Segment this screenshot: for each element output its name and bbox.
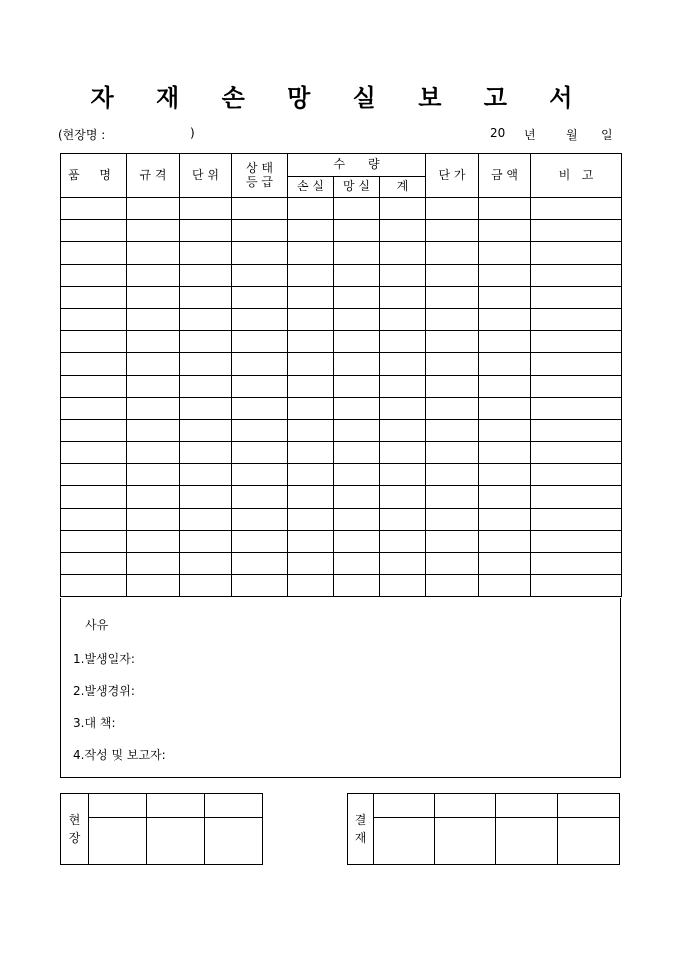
table-cell[interactable] [61, 397, 127, 419]
table-cell[interactable] [288, 464, 334, 486]
table-cell[interactable] [288, 220, 334, 242]
table-row [61, 220, 622, 242]
table-cell[interactable] [288, 286, 334, 308]
header-amount: 금 액 [479, 154, 531, 198]
table-cell[interactable] [479, 198, 531, 220]
table-cell[interactable] [334, 464, 380, 486]
table-cell[interactable] [180, 375, 232, 397]
header-quantity: 수 량 [288, 154, 426, 177]
table-cell[interactable] [180, 286, 232, 308]
site-label: 현 장 [61, 794, 89, 865]
header-damage: 손 실 [288, 177, 334, 198]
table-cell[interactable] [61, 353, 127, 375]
date-day-label: 일 [601, 128, 613, 142]
site-title-cell[interactable] [89, 794, 147, 818]
table-cell[interactable] [288, 553, 334, 575]
table-cell[interactable] [232, 264, 288, 286]
table-cell[interactable] [380, 575, 426, 597]
table-cell[interactable] [334, 264, 380, 286]
table-cell[interactable] [127, 397, 180, 419]
table-cell[interactable] [380, 286, 426, 308]
table-cell[interactable] [232, 220, 288, 242]
table-cell[interactable] [531, 442, 622, 464]
table-cell[interactable] [232, 286, 288, 308]
table-cell[interactable] [426, 286, 479, 308]
table-cell[interactable] [232, 242, 288, 264]
table-cell[interactable] [531, 286, 622, 308]
table-cell[interactable] [232, 198, 288, 220]
table-cell[interactable] [127, 464, 180, 486]
table-cell[interactable] [127, 442, 180, 464]
table-cell[interactable] [127, 264, 180, 286]
table-cell[interactable] [380, 198, 426, 220]
table-cell[interactable] [232, 508, 288, 530]
table-cell[interactable] [426, 397, 479, 419]
site-name-field[interactable] [58, 126, 195, 143]
table-cell[interactable] [426, 530, 479, 552]
header-unit-price: 단 가 [426, 154, 479, 198]
table-cell[interactable] [232, 553, 288, 575]
table-cell[interactable] [334, 419, 380, 441]
table-cell[interactable] [479, 220, 531, 242]
table-cell[interactable] [288, 198, 334, 220]
table-cell[interactable] [380, 530, 426, 552]
table-cell[interactable] [334, 242, 380, 264]
table-cell[interactable] [426, 242, 479, 264]
approval-title-cell[interactable] [496, 794, 558, 818]
site-sign-cell[interactable] [205, 818, 263, 865]
table-cell[interactable] [232, 530, 288, 552]
table-cell[interactable] [479, 419, 531, 441]
table-cell[interactable] [288, 442, 334, 464]
table-cell[interactable] [180, 419, 232, 441]
table-cell[interactable] [531, 242, 622, 264]
table-cell[interactable] [61, 553, 127, 575]
table-cell[interactable] [380, 308, 426, 330]
table-row [61, 286, 622, 308]
table-cell[interactable] [180, 198, 232, 220]
table-cell[interactable] [334, 442, 380, 464]
table-cell[interactable] [180, 575, 232, 597]
date-year-label: 년 [524, 128, 536, 142]
table-cell[interactable] [426, 508, 479, 530]
site-name-label: (현장명 : [58, 128, 106, 142]
table-cell[interactable] [180, 553, 232, 575]
table-cell[interactable] [127, 220, 180, 242]
table-cell[interactable] [380, 331, 426, 353]
table-cell[interactable] [531, 508, 622, 530]
table-cell[interactable] [426, 220, 479, 242]
approval-label: 결 재 [348, 794, 374, 865]
table-cell[interactable] [232, 575, 288, 597]
table-cell[interactable] [334, 530, 380, 552]
table-cell[interactable] [61, 264, 127, 286]
table-row [61, 331, 622, 353]
table-cell[interactable] [127, 331, 180, 353]
table-row [61, 442, 622, 464]
table-cell[interactable] [61, 220, 127, 242]
table-cell[interactable] [127, 486, 180, 508]
table-cell[interactable] [61, 308, 127, 330]
reason-title: 사유 [85, 618, 109, 632]
date-month-label: 월 [566, 128, 578, 142]
table-cell[interactable] [426, 353, 479, 375]
table-cell[interactable] [127, 242, 180, 264]
table-cell[interactable] [288, 242, 334, 264]
table-cell[interactable] [288, 575, 334, 597]
table-cell[interactable] [531, 419, 622, 441]
table-cell[interactable] [180, 464, 232, 486]
table-cell[interactable] [380, 553, 426, 575]
approval-title-cell[interactable] [435, 794, 496, 818]
site-sign-cell[interactable] [89, 818, 147, 865]
table-cell[interactable] [334, 486, 380, 508]
table-row [61, 486, 622, 508]
table-cell[interactable] [61, 242, 127, 264]
table-cell[interactable] [479, 308, 531, 330]
reason-occurrence-details[interactable]: 2.발생경위: [73, 684, 135, 698]
table-cell[interactable] [61, 486, 127, 508]
header-condition-grade: 상 태 등 급 [232, 154, 288, 198]
table-cell[interactable] [288, 508, 334, 530]
table-cell[interactable] [334, 286, 380, 308]
table-cell[interactable] [426, 375, 479, 397]
page-title: 자 재 손 망 실 보 고 서 [90, 83, 590, 112]
table-cell[interactable] [479, 486, 531, 508]
header-item-name: 품 명 [61, 154, 127, 198]
table-cell[interactable] [334, 220, 380, 242]
table-cell[interactable] [232, 331, 288, 353]
table-cell[interactable] [288, 397, 334, 419]
table-cell[interactable] [61, 331, 127, 353]
table-cell[interactable] [531, 308, 622, 330]
table-cell[interactable] [380, 486, 426, 508]
table-cell[interactable] [334, 353, 380, 375]
table-cell[interactable] [288, 530, 334, 552]
table-row [61, 464, 622, 486]
table-cell[interactable] [180, 264, 232, 286]
table-cell[interactable] [426, 442, 479, 464]
table-cell[interactable] [426, 553, 479, 575]
table-row [61, 530, 622, 552]
table-cell[interactable] [426, 464, 479, 486]
table-cell[interactable] [180, 308, 232, 330]
table-row [61, 264, 622, 286]
approval-sign-cell[interactable] [496, 818, 558, 865]
loss-report-table [60, 153, 622, 597]
table-row [61, 242, 622, 264]
table-cell[interactable] [531, 198, 622, 220]
table-row [61, 419, 622, 441]
table-cell[interactable] [180, 242, 232, 264]
table-cell[interactable] [479, 397, 531, 419]
table-cell[interactable] [61, 198, 127, 220]
table-cell[interactable] [479, 264, 531, 286]
table-cell[interactable] [334, 308, 380, 330]
reason-countermeasure[interactable]: 3.대 책: [73, 716, 116, 730]
table-row [61, 375, 622, 397]
table-cell[interactable] [61, 442, 127, 464]
approval-sign-cell[interactable] [435, 818, 496, 865]
table-cell[interactable] [380, 353, 426, 375]
table-cell[interactable] [180, 331, 232, 353]
table-cell[interactable] [180, 220, 232, 242]
table-cell[interactable] [426, 308, 479, 330]
table-cell[interactable] [426, 331, 479, 353]
table-cell[interactable] [127, 286, 180, 308]
table-cell[interactable] [531, 353, 622, 375]
approval-title-cell[interactable] [374, 794, 435, 818]
table-cell[interactable] [479, 331, 531, 353]
table-cell[interactable] [232, 442, 288, 464]
table-cell[interactable] [531, 553, 622, 575]
approval-title-cell[interactable] [558, 794, 620, 818]
table-cell[interactable] [288, 264, 334, 286]
table-cell[interactable] [380, 397, 426, 419]
table-cell[interactable] [531, 575, 622, 597]
table-cell[interactable] [479, 553, 531, 575]
table-cell[interactable] [232, 308, 288, 330]
table-cell[interactable] [127, 375, 180, 397]
table-cell[interactable] [127, 198, 180, 220]
table-row [61, 575, 622, 597]
table-cell[interactable] [426, 419, 479, 441]
table-cell[interactable] [232, 375, 288, 397]
table-cell[interactable] [127, 419, 180, 441]
table-cell[interactable] [127, 553, 180, 575]
table-cell[interactable] [380, 375, 426, 397]
table-cell[interactable] [479, 530, 531, 552]
table-cell[interactable] [61, 464, 127, 486]
table-cell[interactable] [479, 353, 531, 375]
table-cell[interactable] [426, 486, 479, 508]
table-cell[interactable] [426, 264, 479, 286]
date-year-prefix: 20 [490, 126, 506, 140]
approval-sign-cell[interactable] [558, 818, 620, 865]
table-cell[interactable] [61, 419, 127, 441]
table-cell[interactable] [479, 242, 531, 264]
table-cell[interactable] [232, 486, 288, 508]
table-cell[interactable] [127, 353, 180, 375]
table-cell[interactable] [334, 375, 380, 397]
reason-reporter[interactable]: 4.작성 및 보고자: [73, 748, 166, 762]
table-cell[interactable] [61, 575, 127, 597]
table-cell[interactable] [426, 575, 479, 597]
table-cell[interactable] [479, 508, 531, 530]
table-body [61, 198, 622, 597]
header-unit: 단 위 [180, 154, 232, 198]
site-sign-cell[interactable] [147, 818, 205, 865]
table-cell[interactable] [61, 530, 127, 552]
site-name-close-paren: ) [190, 126, 195, 140]
table-cell[interactable] [288, 308, 334, 330]
table-cell[interactable] [380, 419, 426, 441]
table-cell[interactable] [288, 353, 334, 375]
table-row [61, 198, 622, 220]
table-cell[interactable] [127, 575, 180, 597]
table-cell[interactable] [531, 331, 622, 353]
table-cell[interactable] [180, 486, 232, 508]
header-spec: 규 격 [127, 154, 180, 198]
table-cell[interactable] [61, 286, 127, 308]
table-cell[interactable] [334, 508, 380, 530]
table-cell[interactable] [232, 397, 288, 419]
table-cell[interactable] [380, 508, 426, 530]
table-cell[interactable] [288, 419, 334, 441]
table-row [61, 553, 622, 575]
table-cell[interactable] [531, 264, 622, 286]
table-cell[interactable] [61, 375, 127, 397]
table-cell[interactable] [531, 397, 622, 419]
table-cell[interactable] [380, 220, 426, 242]
table-cell[interactable] [127, 530, 180, 552]
site-title-cell[interactable] [205, 794, 263, 818]
table-cell[interactable] [531, 375, 622, 397]
table-row [61, 508, 622, 530]
table-cell[interactable] [232, 464, 288, 486]
table-cell[interactable] [479, 375, 531, 397]
table-cell[interactable] [288, 486, 334, 508]
table-cell[interactable] [180, 353, 232, 375]
table-cell[interactable] [127, 508, 180, 530]
table-cell[interactable] [380, 442, 426, 464]
table-cell[interactable] [180, 530, 232, 552]
reason-section [60, 598, 621, 778]
table-row [61, 397, 622, 419]
table-cell[interactable] [334, 397, 380, 419]
table-cell[interactable] [180, 442, 232, 464]
table-cell[interactable] [288, 375, 334, 397]
table-cell[interactable] [127, 308, 180, 330]
site-title-cell[interactable] [147, 794, 205, 818]
site-approval-box [60, 793, 263, 865]
header-total: 계 [380, 177, 426, 198]
table-cell[interactable] [232, 419, 288, 441]
table-cell[interactable] [180, 397, 232, 419]
header-remarks: 비 고 [531, 154, 622, 198]
table-row [61, 308, 622, 330]
table-cell[interactable] [180, 508, 232, 530]
table-row [61, 353, 622, 375]
table-cell[interactable] [380, 464, 426, 486]
table-cell[interactable] [380, 264, 426, 286]
table-cell[interactable] [334, 553, 380, 575]
table-cell[interactable] [479, 575, 531, 597]
table-cell[interactable] [479, 442, 531, 464]
table-cell[interactable] [479, 286, 531, 308]
table-cell[interactable] [380, 242, 426, 264]
approval-box [347, 793, 620, 865]
table-cell[interactable] [334, 575, 380, 597]
approval-sign-cell[interactable] [374, 818, 435, 865]
table-cell[interactable] [232, 353, 288, 375]
reason-occurrence-date[interactable]: 1.발생일자: [73, 652, 135, 666]
table-cell[interactable] [426, 198, 479, 220]
table-cell[interactable] [334, 331, 380, 353]
table-cell[interactable] [61, 508, 127, 530]
table-cell[interactable] [531, 220, 622, 242]
table-cell[interactable] [531, 530, 622, 552]
table-cell[interactable] [531, 486, 622, 508]
table-cell[interactable] [288, 331, 334, 353]
table-cell[interactable] [334, 198, 380, 220]
table-cell[interactable] [479, 464, 531, 486]
table-cell[interactable] [531, 464, 622, 486]
header-loss: 망 실 [334, 177, 380, 198]
